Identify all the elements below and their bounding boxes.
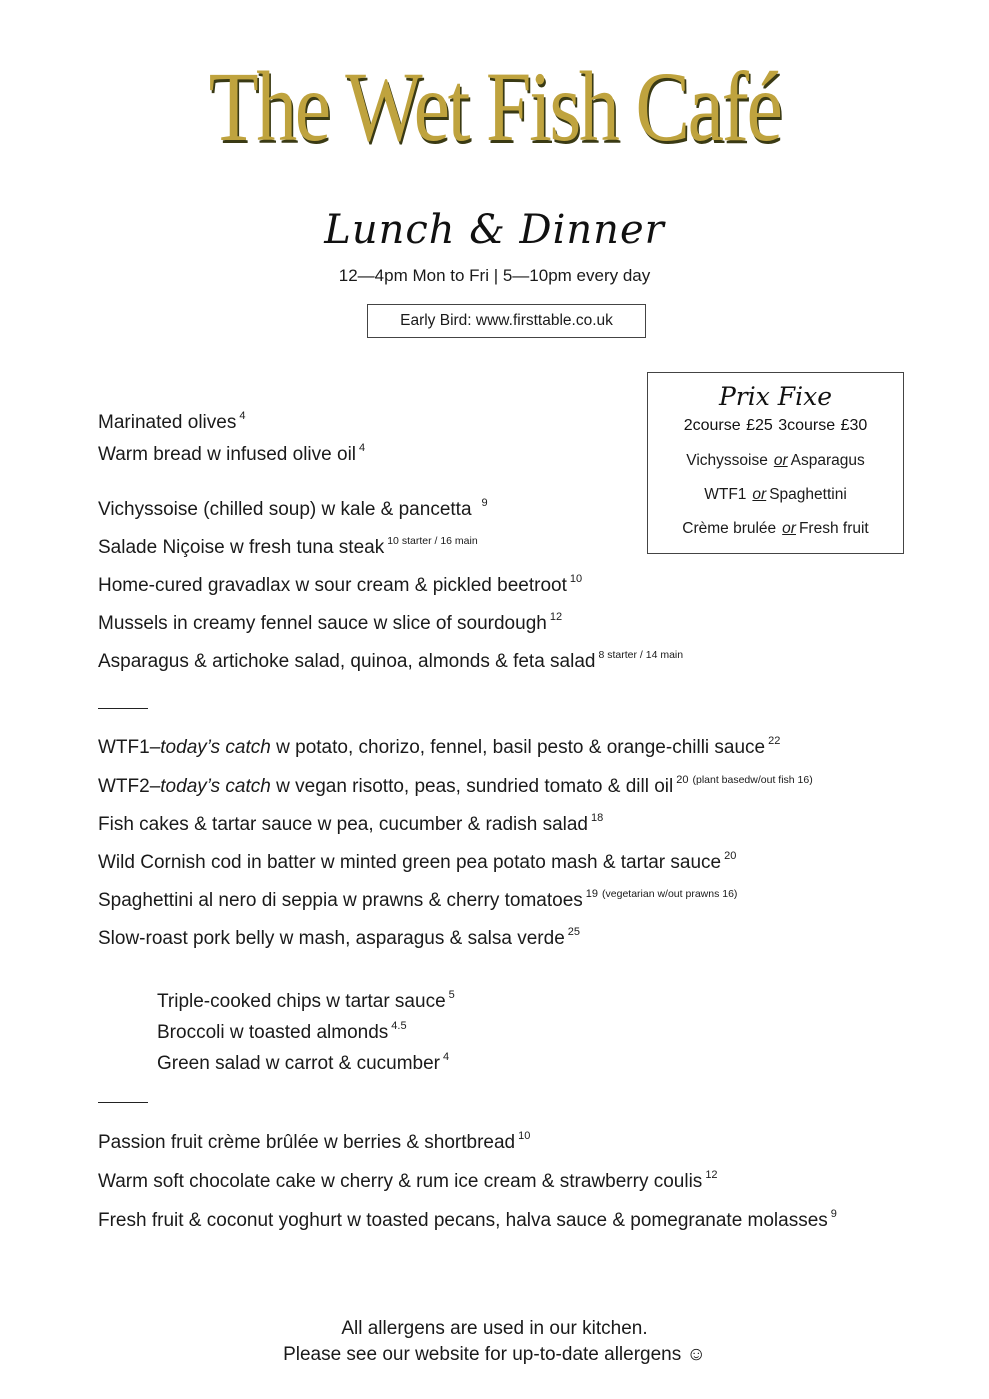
item-price: 20 — [676, 774, 689, 786]
menu-item-side — [157, 1020, 407, 1048]
item-price: 9 — [481, 497, 488, 509]
item-name: Green salad w carrot & cucumber — [157, 1053, 441, 1074]
item-name: Warm soft chocolate cake w cherry & rum ice cream & strawberry coulis — [98, 1171, 703, 1192]
or-label: or — [752, 486, 767, 503]
item-name: w vegan risotto, peas, sundried tomato & dill oil — [270, 776, 674, 797]
item-price: 25 — [567, 926, 581, 938]
menu-item-main — [98, 812, 603, 840]
item-name: Slow-roast pork belly w mash, asparagus & salsa verde — [98, 928, 565, 949]
menu-item-starter — [98, 611, 562, 639]
item-price: 8 starter / 14 main — [598, 649, 684, 661]
item-name: Mussels in creamy fennel sauce w slice of sourdough — [98, 613, 547, 634]
early-bird-box: Early Bird: www.firsttable.co.uk — [367, 304, 646, 338]
item-name: Wild Cornish cod in batter w minted green pea potato mash & tartar sauce — [98, 852, 722, 873]
menu-item-starter — [98, 573, 582, 601]
menu-item-main — [98, 735, 780, 763]
menu-item-dessert — [98, 1169, 718, 1197]
menu-item-main — [98, 926, 580, 954]
item-price: 4 — [443, 1051, 450, 1063]
prix-fixe-box — [647, 372, 904, 554]
or-label: or — [773, 452, 788, 469]
menu-item-starter — [98, 497, 488, 525]
item-name: Triple-cooked chips w tartar sauce — [157, 991, 446, 1012]
menu-item-nibble — [98, 410, 245, 438]
item-price: 4 — [359, 442, 366, 454]
item-price: 10 — [518, 1130, 531, 1142]
item-italic: today’s catch — [160, 776, 271, 797]
menu-item-nibble — [98, 442, 365, 470]
choice-left: WTF1 — [704, 486, 747, 503]
item-name: Fresh fruit & coconut yoghurt w toasted pecans, halva sauce & pomegranate molasses — [98, 1210, 828, 1231]
menu-item-starter — [98, 535, 478, 563]
choice-right: Fresh fruit — [798, 520, 869, 537]
item-name: Marinated olives — [98, 412, 237, 433]
item-name: Salade Niçoise w fresh tuna steak — [98, 537, 385, 558]
item-price: 18 — [591, 812, 604, 824]
item-name: Home-cured gravadlax w sour cream & pickled beetroot — [98, 575, 567, 596]
item-price: 19 — [585, 888, 599, 900]
menu-item-side — [157, 1051, 449, 1079]
item-price: 20 — [724, 850, 737, 862]
menu-item-main — [98, 888, 737, 916]
item-price: 4 — [239, 410, 246, 422]
item-price: 12 — [705, 1169, 718, 1181]
menu-item-dessert — [98, 1208, 837, 1236]
item-prefix: WTF2– — [98, 776, 161, 797]
item-name: w potato, chorizo, fennel, basil pesto & orange-chilli sauce — [270, 737, 766, 758]
section-divider — [98, 1102, 148, 1103]
restaurant-logo: The Wet Fish Café — [208, 51, 781, 162]
menu-item-dessert — [98, 1130, 530, 1158]
item-note: (plant basedw/out fish 16) — [692, 774, 813, 786]
item-name: Warm bread w infused olive oil — [98, 444, 357, 465]
prix-fixe-choice — [648, 485, 903, 505]
item-price: 5 — [448, 989, 455, 1001]
item-italic: today’s catch — [160, 737, 271, 758]
allergen-note-line2: Please see our website for up-to-date allergens ☺ — [283, 1344, 706, 1365]
menu-item-main — [98, 850, 736, 878]
prix-fixe-prices: 2course £25 3course £30 — [683, 417, 868, 434]
choice-right: Spaghettini — [769, 486, 847, 503]
allergen-note-line1: All allergens are used in our kitchen. — [341, 1318, 648, 1339]
item-price: 9 — [830, 1208, 837, 1220]
item-price: 10 — [569, 573, 583, 585]
choice-left: Crème brulée — [682, 520, 777, 537]
menu-item-main — [98, 774, 813, 802]
opening-hours: 12—4pm Mon to Fri | 5—10pm every day — [338, 266, 651, 285]
prix-fixe-title: Prix Fixe — [718, 382, 833, 411]
item-price: 22 — [768, 735, 781, 747]
item-name: Passion fruit crème brûlée w berries & shortbread — [98, 1132, 516, 1153]
choice-right: Asparagus — [790, 452, 865, 469]
item-note: (vegetarian w/out prawns 16) — [602, 888, 738, 900]
prix-fixe-choice — [648, 519, 903, 539]
item-name: Vichyssoise (chilled soup) w kale & pancetta — [98, 499, 472, 520]
section-divider — [98, 708, 148, 709]
menu-item-side — [157, 989, 455, 1017]
item-price: 10 starter / 16 main — [387, 535, 478, 547]
item-price: 12 — [549, 611, 563, 623]
item-name: Spaghettini al nero di seppia w prawns & cherry tomatoes — [98, 890, 583, 911]
item-name: Broccoli w toasted almonds — [157, 1022, 389, 1043]
item-prefix: WTF1– — [98, 737, 161, 758]
menu-item-starter — [98, 649, 683, 677]
choice-left: Vichyssoise — [686, 452, 768, 469]
item-name: Asparagus & artichoke salad, quinoa, almonds & feta salad — [98, 651, 596, 672]
or-label: or — [782, 520, 796, 537]
item-price: 4.5 — [391, 1020, 407, 1032]
item-name: Fish cakes & tartar sauce w pea, cucumber & radish salad — [98, 814, 589, 835]
prix-fixe-choice — [648, 451, 903, 471]
menu-subtitle: Lunch & Dinner — [324, 207, 665, 253]
